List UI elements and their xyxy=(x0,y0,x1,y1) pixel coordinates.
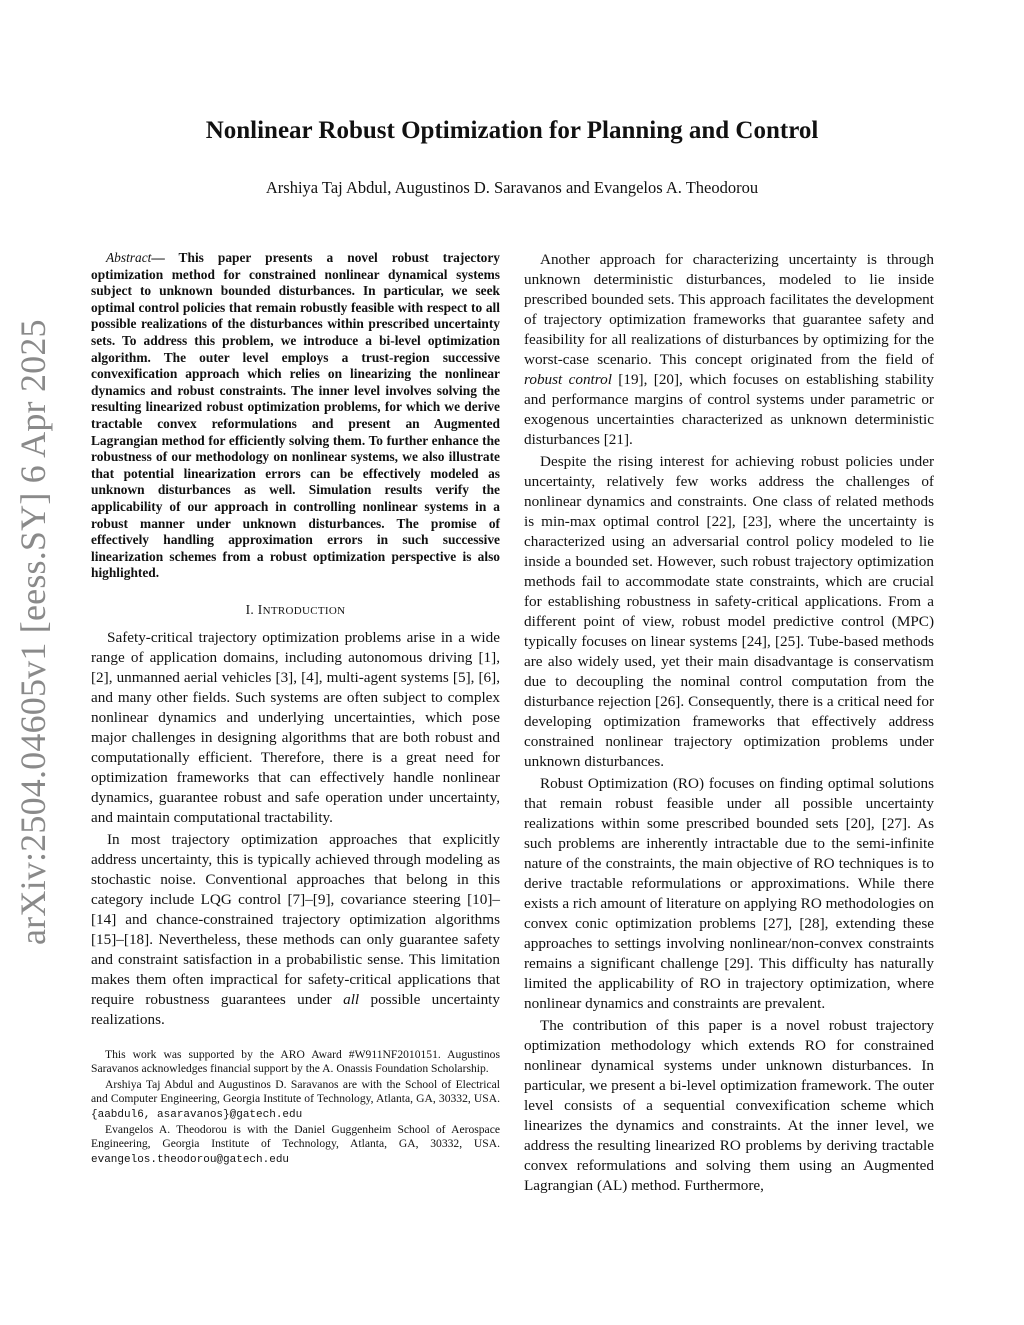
right-column xyxy=(524,250,934,1198)
email-link[interactable]: evangelos.theodorou@gatech.edu xyxy=(91,1153,290,1166)
intro-paragraph-2 xyxy=(91,830,500,1030)
footnote-funding: This work was supported by the ARO Award #W911NF2010151. Augustinos Saravanos acknowledges financial support by the A. Onassis Foundation Scholarship. xyxy=(91,1047,500,1076)
footnote-text: Evangelos A. Theodorou is with the Daniel Guggenheim School of Aerospace Engineering, Georgia Institute of Technology, Atlanta, GA, 30332, USA. xyxy=(91,1122,500,1151)
paragraph-text: [19], [20], which focuses on establishing stability and performance margins of control systems under parametric or exogenous uncertainties characterized as unknown deterministic disturbances [21]. xyxy=(524,371,934,448)
footnote-affiliation-1 xyxy=(91,1078,500,1122)
intro-paragraph-1: Safety-critical trajectory optimization problems arise in a wide range of application domains, including autonomous driving [1], [2], unmanned aerial vehicles [3], [4], multi-agent systems [5], [6], and many other fields. Such systems are often subject to complex nonlinear dynamics and underlying uncertainties, which pose major challenges in designing algorithms that are both robust and computationally efficient. Therefore, there is a great need for optimization frameworks that can effectively handle nonlinear dynamics, guarantee robust and safe operation under uncertainty, and maintain computational tractability. xyxy=(91,628,500,826)
emphasis-text: all xyxy=(343,990,360,1008)
paragraph-text: In most trajectory optimization approaches that explicitly address uncertainty, this is typically achieved through modeling as stochastic noise. Conventional approaches that belong in this category include LQG control [7]–[9], covariance steering [10]–[14] and chance-constrained trajectory optimization algorithms [15]–[18]. Nevertheless, these methods can only guarantee safety and constraint satisfaction in a probabilistic sense. This limitation makes them often impractical for safety-critical applications that require robustness guarantees under xyxy=(91,830,500,1008)
intro-paragraph-4: Despite the rising interest for achieving robust policies under uncertainty, relatively few works address the challenges of nonlinear dynamics and constraints. One class of related methods is min-max optimal control [22], [23], where the uncertainty is characterized using an adversarial control policy modeled to lie inside a bounded set. However, such robust trajectory optimization methods fail to accommodate state constraints, which are crucial for establishing robustness in safety-critical applications. From a different point of view, robust model predictive control (MPC) typically focuses on linear systems [24], [25]. Tube-based methods are also widely used, yet their main disadvantage is conservatism due to decoupling the nominal control computation from the disturbance rejection [26]. Consequently, there is a critical need for developing optimization frameworks that effectively address constrained nonlinear trajectory optimization problems under unknown disturbances. xyxy=(524,453,934,770)
abstract-text: — This paper presents a novel robust trajectory optimization method for constrained nonlinear dynamical systems subject to unknown bounded disturbances. In particular, we seek optimal control policies that remain robustly feasible with respect to all possible realizations of the disturbances within prescribed uncertainty sets. To address this problem, we introduce a bi-level optimization algorithm. The outer level employs a trust-region successive convexification approach which relies on linearizing the nonlinear dynamics and robust constraints. The inner level involves solving the resulting linearized robust optimization problems, for which we derive tractable convex reformulations and present an Augmented Lagrangian method for efficiently solving them. To further enhance the robustness of our methodology on nonlinear systems, we also illustrate that potential linearization errors can be effectively modeled as unknown disturbances as well. Simulation results verify the applicability of our approach in controlling nonlinear systems in a robust manner under unknown disturbances. The promise of effectively handling approximation errors in such successive linearization schemes from a robust optimization perspective is also highlighted. xyxy=(91,250,500,581)
left-column xyxy=(91,250,500,1168)
abstract xyxy=(91,250,500,582)
author-list: Arshiya Taj Abdul, Augustinos D. Saravanos and Evangelos A. Theodorou xyxy=(265,178,759,197)
paragraph-text: possible uncertainty realizations. xyxy=(91,990,500,1028)
paragraph-text: Another approach for characterizing uncertainty is through unknown deterministic disturbances, modeled to lie inside prescribed bounded sets. This approach facilitates the development of trajectory optimization frameworks that guarantee safety and feasibility for all realizations of disturbances by optimizing for the worst-case scenario. This concept originated from the field of xyxy=(524,251,934,368)
section-heading-introduction: I. INTRODUCTION xyxy=(245,601,346,617)
intro-paragraph-5: Robust Optimization (RO) focuses on finding optimal solutions that remain robust feasible under all possible uncertainty realizations within some prescribed bounded sets [20], [27]. As such problems are inherently intractable due to the semi-infinite nature of the constraints, the main objective of RO techniques is to derive tractable reformulations or approximations. While there exists a rich amount of literature on applying RO methodologies on convex conic optimization problems [27], [28], extending these approaches to settings involving nonlinear/non-convex constraints remains a significant challenge [29]. This difficulty has naturally limited the applicability of RO in trajectory optimization, where nonlinear dynamics and constraints are prevalent. xyxy=(524,775,934,1012)
footnotes xyxy=(91,1048,500,1167)
footnote-text: Arshiya Taj Abdul and Augustinos D. Saravanos are with the School of Electrical and Computer Engineering, Georgia Institute of Technology, Atlanta, GA, 30332, USA. xyxy=(91,1077,500,1106)
intro-paragraph-6: The contribution of this paper is a novel robust trajectory optimization methodology which extends RO for constrained nonlinear dynamical systems under unknown disturbances. In particular, we present a bi-level optimization framework. The outer level consists of a sequential convexification scheme which linearizes the dynamics and constraints. At the inner level, we address the resulting linearized RO problems by deriving tractable convex reformulations and solving them using an Augmented Lagrangian (AL) method. Furthermore, xyxy=(524,1017,934,1194)
arxiv-identifier-stamp: arXiv:2504.04605v1 [eess.SY] 6 Apr 2025 xyxy=(13,319,53,945)
intro-paragraph-3 xyxy=(524,250,934,450)
abstract-lead: Abstract xyxy=(106,250,152,265)
emphasis-text: robust control xyxy=(524,371,612,388)
email-link[interactable]: {aabdul6, asaravanos}@gatech.edu xyxy=(91,1108,303,1121)
paper-title: Nonlinear Robust Optimization for Planning and Control xyxy=(205,117,819,144)
footnote-affiliation-2 xyxy=(91,1123,500,1167)
